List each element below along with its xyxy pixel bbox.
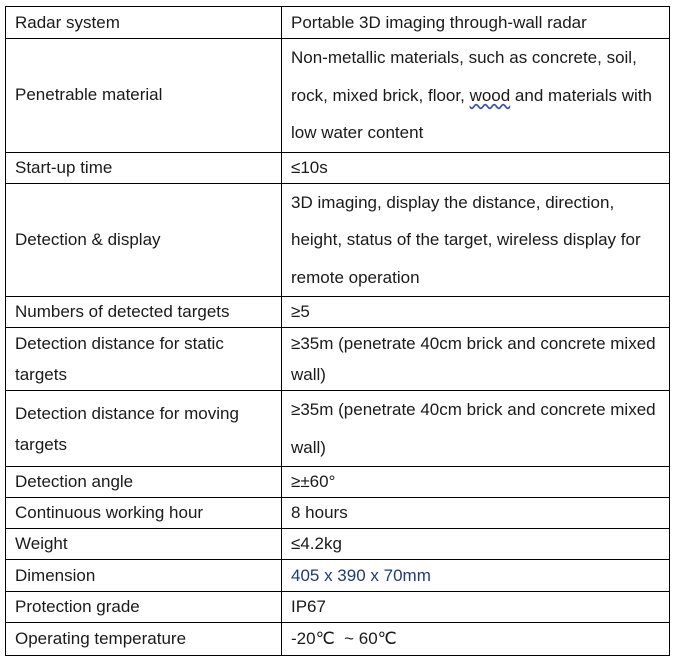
row-label: Dimension <box>6 560 282 592</box>
row-value: IP67 <box>282 592 670 623</box>
table-row <box>6 560 670 592</box>
row-label: Numbers of detected targets <box>6 297 282 328</box>
row-value: ≤4.2kg <box>282 529 670 560</box>
row-label: Protection grade <box>6 592 282 623</box>
row-label: Detection angle <box>6 467 282 498</box>
row-value: 3D imaging, display the distance, direction, height, status of the target, wireless display for remote operation <box>282 183 670 297</box>
value-text: Non-metallic materials, such as concrete, soil, rock, mixed brick, floor, <box>291 48 637 105</box>
table-row <box>6 529 670 560</box>
row-value: ≤10s <box>282 152 670 183</box>
value-text: and materials with low water content <box>291 85 652 142</box>
table-row <box>6 7 670 39</box>
row-label: Operating temperature <box>6 623 282 656</box>
table-row <box>6 592 670 623</box>
table-row <box>6 39 670 153</box>
row-label: Penetrable material <box>6 39 282 153</box>
table-row <box>6 183 670 297</box>
row-label: Start-up time <box>6 152 282 183</box>
row-label: Detection distance for static targets <box>6 328 282 391</box>
row-label: Detection distance for moving targets <box>6 391 282 467</box>
table-row <box>6 623 670 656</box>
row-label: Weight <box>6 529 282 560</box>
row-value <box>282 39 670 153</box>
row-value: ≥35m (penetrate 40cm brick and concrete mixed wall) <box>282 391 670 467</box>
table-row <box>6 328 670 391</box>
row-label: Radar system <box>6 7 282 39</box>
table-row <box>6 391 670 467</box>
row-value: ≥35m (penetrate 40cm brick and concrete mixed wall) <box>282 328 670 391</box>
table-row <box>6 297 670 328</box>
row-label: Continuous working hour <box>6 498 282 529</box>
spellcheck-marked-word: wood <box>469 85 511 105</box>
row-value: Portable 3D imaging through-wall radar <box>282 7 670 39</box>
table-row <box>6 498 670 529</box>
row-value: -20℃ ~ 60℃ <box>282 623 670 656</box>
row-value: 405 x 390 x 70mm <box>282 560 670 592</box>
row-value: ≥5 <box>282 297 670 328</box>
table-row <box>6 152 670 183</box>
row-value: 8 hours <box>282 498 670 529</box>
row-label: Detection & display <box>6 183 282 297</box>
table-row <box>6 467 670 498</box>
row-value: ≥±60° <box>282 467 670 498</box>
spec-table <box>5 6 670 656</box>
